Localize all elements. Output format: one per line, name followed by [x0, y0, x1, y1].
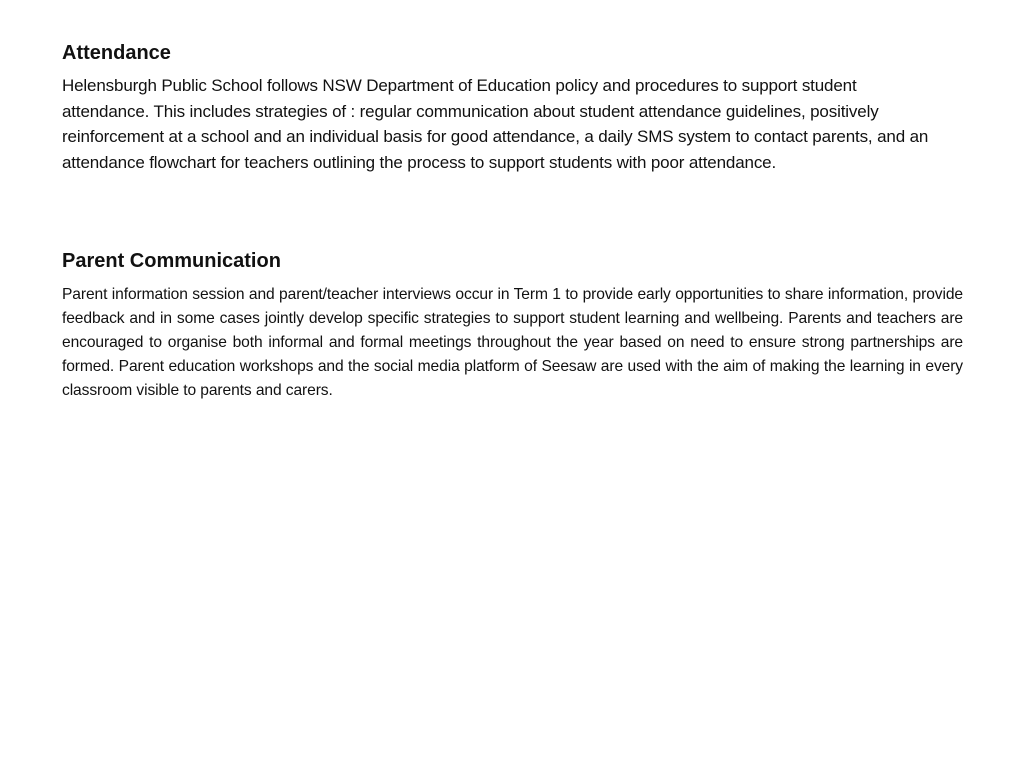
attendance-section — [62, 41, 963, 175]
attendance-heading: Attendance — [62, 42, 171, 64]
parent-communication-paragraph: Parent information session and parent/teacher interviews occur in Term 1 to provide early opportunities to share information, provide feedback and in some cases jointly develop specific strategies to support student learning and wellbeing. Parents and teachers are encouraged to organise both informal and formal meetings throughout the year based on need to ensure strong partnerships are formed. Parent education workshops and the social media platform of Seesaw are used with the aim of making the learning in every classroom visible to parents and carers. — [62, 286, 963, 399]
attendance-paragraph: Helensburgh Public School follows NSW Department of Education policy and procedures to support student attendance. This includes strategies of : regular communication about student attendance guidelines, positively reinforcement at a school and an individual basis for good attendance, a daily SMS system to contact parents, and an attendance flowchart for teachers outlining the process to support students with poor attendance. — [62, 76, 929, 172]
parent-communication-section — [62, 249, 963, 403]
parent-communication-heading: Parent Communication — [62, 250, 281, 272]
